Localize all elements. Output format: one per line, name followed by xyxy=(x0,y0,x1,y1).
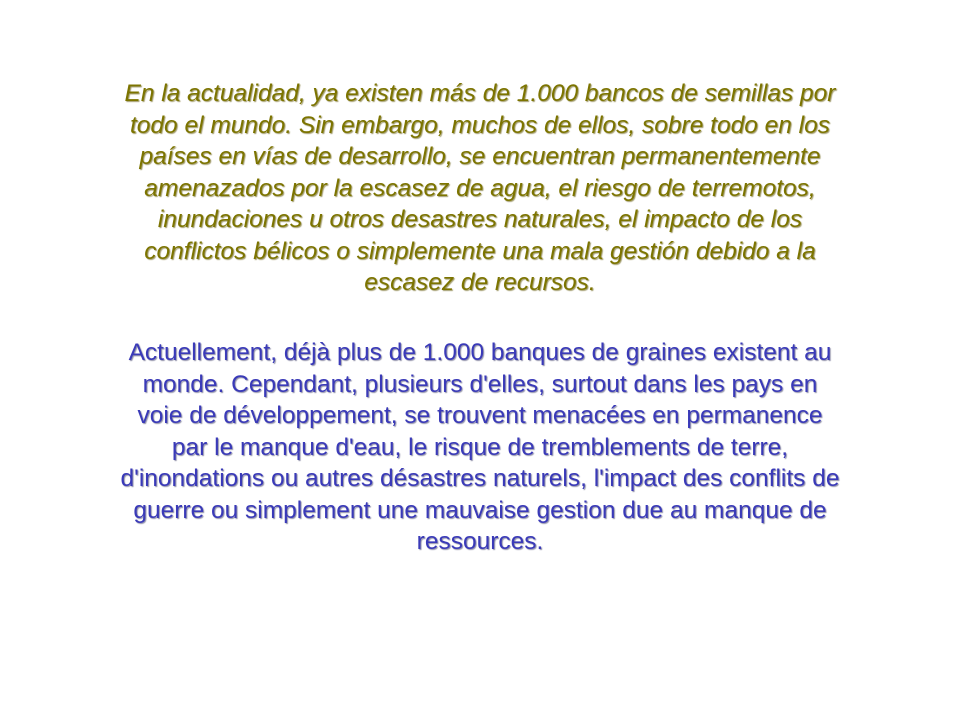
french-paragraph: Actuellement, déjà plus de 1.000 banques de graines existent au monde. Cependant, plusieurs d'elles, surtout dans les pays en voie de développement, se trouvent menacées en permanence par le manque d'eau, le risque de tremblements de terre, d'inondations ou autres désastres naturels, l'impact des conflits de guerre ou simplement une mauvaise gestion due au manque de ressources. xyxy=(120,339,840,555)
spanish-paragraph: En la actualidad, ya existen más de 1.000 bancos de semillas por todo el mundo. Sin embargo, muchos de ellos, sobre todo en los países en vías de desarrollo, se encuentran permanentemente amenazados por la escasez de agua, el riesgo de terremotos, inundaciones u otros desastres naturales, el impacto de los conflictos bélicos o simplemente una mala gestión debido a la escasez de recursos. xyxy=(124,80,836,296)
